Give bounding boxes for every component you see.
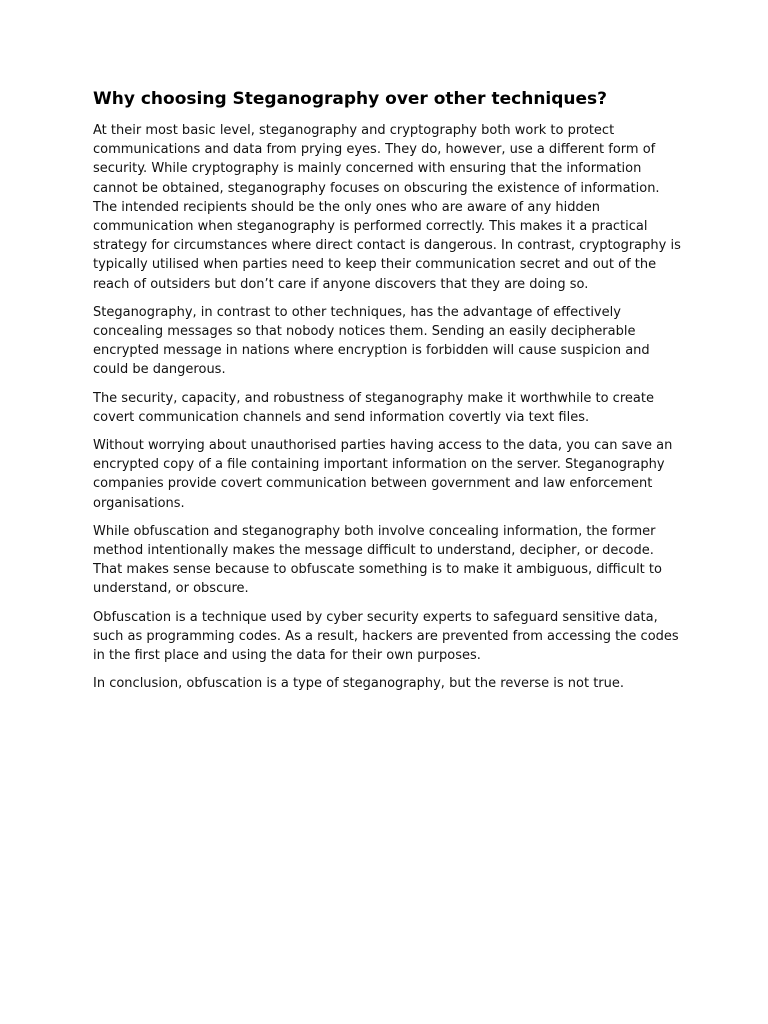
paragraph-obfuscation-usage: Obfuscation is a technique used by cyber security experts to safeguard sensitive data, such as programming codes. As a result, hackers are prevented from accessing the codes in the first place and using the data for their own purposes. xyxy=(93,609,679,664)
document-page xyxy=(93,88,683,702)
paragraph-advantage: Steganography, in contrast to other techniques, has the advantage of effectively concealing messages so that nobody notices them. Sending an easily decipherable encrypted message in nations where encryption is forbidden will cause suspicion and could be dangerous. xyxy=(93,304,650,378)
paragraph-obfuscation-vs-steganography: While obfuscation and steganography both involve concealing information, the former method intentionally makes the message difficult to understand, decipher, or decode. That makes sense because to obfuscate something is to make it ambiguous, difficult to understand, or obscure. xyxy=(93,523,662,597)
paragraph-conclusion: In conclusion, obfuscation is a type of steganography, but the reverse is not true. xyxy=(93,676,625,692)
paragraph-intro: At their most basic level, steganography and cryptography both work to protect communications and data from prying eyes. They do, however, use a different form of security. While cryptography is mainly concerned with ensuring that the information cannot be obtained, steganography focuses on obscuring the existence of information. The intended recipients should be the only ones who are aware of any hidden communication when steganography is performed correctly. This makes it a practical strategy for circumstances where direct contact is dangerous. In contrast, cryptography is typically utilised when parties need to keep their communication secret and out of the reach of outsiders but don’t care if anyone discovers that they are doing so. xyxy=(93,123,681,292)
paragraph-encrypted-copy: Without worrying about unauthorised parties having access to the data, you can save an encrypted copy of a file containing important information on the server. Steganography companies provide covert communication between government and law enforcement organisations. xyxy=(93,438,673,511)
document-title: Why choosing Steganography over other techniques? xyxy=(93,89,608,109)
paragraph-security: The security, capacity, and robustness of steganography make it worthwhile to create covert communication channels and send information covertly via text files. xyxy=(93,390,654,425)
